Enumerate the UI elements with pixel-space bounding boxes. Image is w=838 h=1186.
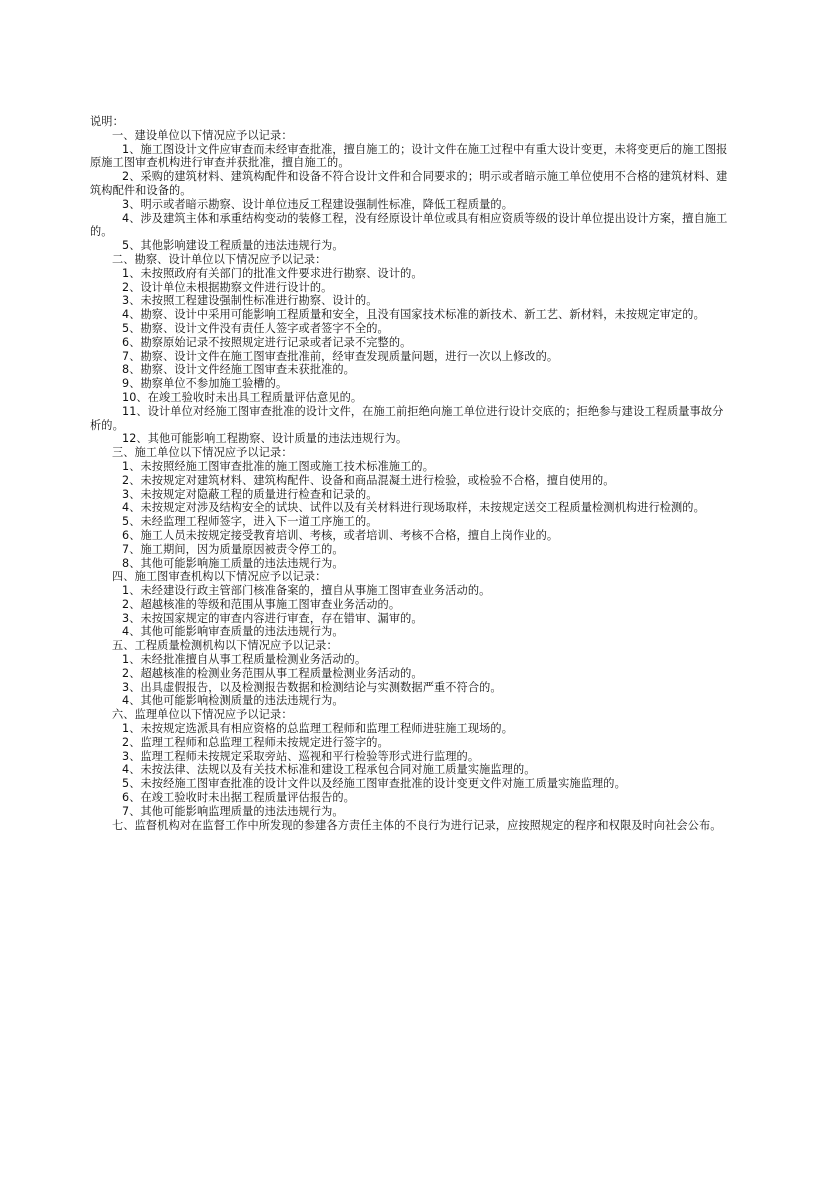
list-item: 2、超越核准的等级和范围从事施工图审查业务活动的。: [122, 597, 401, 611]
list-item: 6、勘察原始记录不按照规定进行记录或者记录不完整的。: [122, 335, 412, 349]
list-item: 2、采购的建筑材料、建筑构配件和设备不符合设计文件和合同要求的；明示或者暗示施工单位使用不合格的建筑材料、建筑构配件和设备的。: [90, 170, 728, 197]
list-item: 12、其他可能影响工程勘察、设计质量的违法违规行为。: [122, 432, 408, 446]
list-item: 5、勘察、设计文件没有责任人签字或者签字不全的。: [122, 321, 389, 335]
list-item: 1、未按规定选派具有相应资格的总监理工程师和监理工程师进驻施工现场的。: [122, 722, 513, 736]
list-item: 4、勘察、设计中采用可能影响工程质量和安全，且没有国家技术标准的新技术、新工艺、新材料，未按规定审定的。: [122, 308, 705, 322]
list-item: 6、在竣工验收时未出据工程质量评估报告的。: [122, 791, 355, 805]
list-item: 8、勘察、设计文件经施工图审查未获批准的。: [122, 363, 355, 377]
document-body: [90, 115, 730, 832]
list-item: 7、施工期间，因为质量原因被责令停工的。: [122, 542, 344, 556]
list-item: 2、超越核准的检测业务范围从事工程质量检测业务活动的。: [122, 666, 423, 680]
list-item: 4、未按法律、法规以及有关技术标准和建设工程承包合同对施工质量实施监理的。: [122, 763, 536, 777]
list-item: 1、未按照经施工图审查批准的施工图或施工技术标准施工的。: [122, 459, 434, 473]
list-item: 5、其他影响建设工程质量的违法违规行为。: [122, 239, 344, 253]
list-item: 2、监理工程师和总监理工程师未按规定进行签字的。: [122, 735, 389, 749]
list-item: 6、施工人员未按规定接受教育培训、考核，或者培训、考核不合格，擅自上岗作业的。: [122, 528, 559, 542]
list-item: 5、未按经施工图审查批准的设计文件以及经施工图审查批准的设计变更文件对施工质量实施监理的。: [122, 777, 626, 791]
list-item: 8、其他可能影响施工质量的违法违规行为。: [122, 556, 344, 570]
list-item: 2、未按规定对建筑材料、建筑构配件、设备和商品混凝土进行检验，或检验不合格，擅自使用的。: [122, 473, 615, 487]
section-heading: 四、施工图审查机构以下情况应予以记录：: [112, 570, 327, 584]
list-item: 7、勘察、设计文件在施工图审查批准前，经审查发现质量问题，进行一次以上修改的。: [122, 349, 559, 363]
list-item: 1、施工图设计文件应审查而未经审查批准，擅自施工的；设计文件在施工过程中有重大设计变更，未将变更后的施工图报原施工图审查机构进行审查并获批准，擅自施工的。: [90, 142, 728, 170]
list-item: 11、设计单位对经施工图审查批准的设计文件，在施工前拒绝向施工单位进行设计交底的；拒绝参与建设工程质量事故分析的。: [90, 404, 724, 432]
list-item: 3、未按规定对隐蔽工程的质量进行检查和记录的。: [122, 487, 378, 501]
list-item: 1、未经建设行政主管部门核准备案的，擅自从事施工图审查业务活动的。: [122, 584, 491, 598]
list-item: 3、监理工程师未按规定采取旁站、巡视和平行检验等形式进行监理的。: [122, 749, 480, 763]
document-title: 说明：: [90, 115, 124, 128]
section-heading: 三、施工单位以下情况应予以记录：: [112, 446, 293, 460]
list-item: 4、未按规定对涉及结构安全的试块、试件以及有关材料进行现场取样，未按规定送交工程质量检测机构进行检测的。: [122, 501, 705, 515]
section-heading: 二、勘察、设计单位以下情况应予以记录：: [112, 252, 327, 266]
list-item: 3、明示或者暗示勘察、设计单位违反工程建设强制性标准，降低工程质量的。: [122, 197, 513, 211]
list-item: 7、其他可能影响监理质量的违法违规行为。: [122, 804, 344, 818]
list-item: 10、在竣工验收时未出具工程质量评估意见的。: [122, 390, 363, 404]
document-lines: [90, 129, 730, 833]
list-item: 1、未按照政府有关部门的批准文件要求进行勘察、设计的。: [122, 266, 423, 280]
list-item: 1、未经批准擅自从事工程质量检测业务活动的。: [122, 653, 367, 667]
list-item: 9、勘察单位不参加施工验槽的。: [122, 377, 288, 391]
list-item: 3、出具虚假报告，以及检测报告数据和检测结论与实测数据严重不符合的。: [122, 680, 502, 694]
list-item: 5、未经监理工程师签字，进入下一道工序施工的。: [122, 515, 378, 529]
section-heading: 一、建设单位以下情况应予以记录：: [112, 128, 293, 142]
section-heading: 六、监理单位以下情况应予以记录：: [112, 708, 293, 722]
list-item: 3、未按照工程建设强制性标准进行勘察、设计的。: [122, 294, 378, 308]
list-item: 2、设计单位未根据勘察文件进行设计的。: [122, 280, 333, 294]
list-item: 4、其他可能影响审查质量的违法违规行为。: [122, 625, 344, 639]
list-item: 3、未按国家规定的审查内容进行审查，存在错审、漏审的。: [122, 611, 423, 625]
list-item: 4、其他可能影响检测质量的违法违规行为。: [122, 694, 344, 708]
section-heading: 七、监督机构对在监督工作中所发现的参建各方责任主体的不良行为进行记录，应按照规定的程序和权限及时向社会公布。: [112, 818, 722, 832]
list-item: 4、涉及建筑主体和承重结构变动的装修工程，没有经原设计单位或具有相应资质等级的设计单位提出设计方案，擅自施工的。: [90, 211, 728, 239]
section-heading: 五、工程质量检测机构以下情况应予以记录：: [112, 639, 338, 653]
